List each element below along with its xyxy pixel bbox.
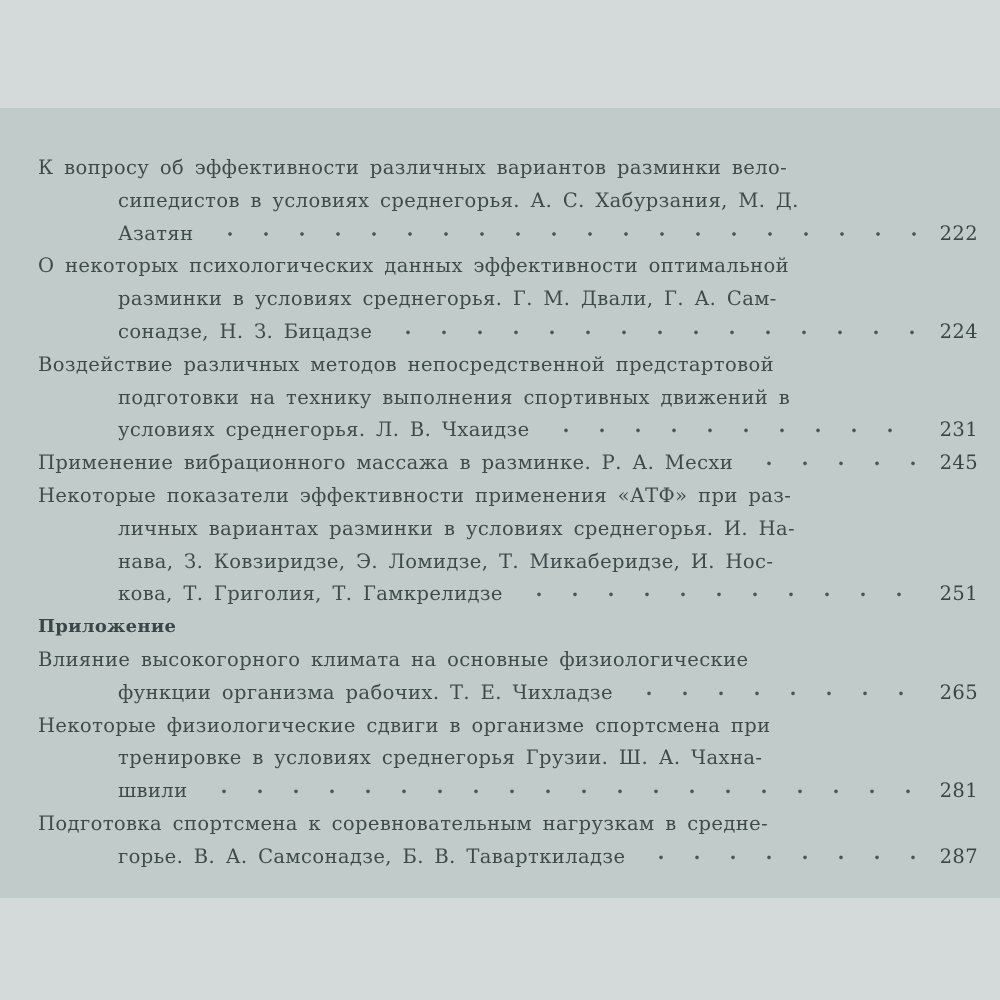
entry-title-line: Воздействие различных методов непосредственной предстартовой bbox=[38, 352, 775, 376]
entry-title-line: Подготовка спортсмена к соревновательным нагрузкам в средне- bbox=[38, 811, 769, 835]
section-heading: Приложение bbox=[38, 616, 177, 638]
entry-title-line: личных вариантах разминки в условиях среднегорья. И. На- bbox=[118, 516, 796, 540]
entry-last-line bbox=[38, 414, 978, 447]
entry-last-line bbox=[38, 316, 978, 349]
page-number: 224 bbox=[939, 319, 978, 343]
toc-entry bbox=[38, 447, 978, 480]
dot-leader bbox=[206, 775, 919, 808]
page-number: 287 bbox=[939, 844, 978, 868]
toc-entry bbox=[38, 644, 978, 710]
entry-last-line bbox=[38, 775, 978, 808]
dot-leader bbox=[521, 578, 918, 611]
entry-title-line: сипедистов в условиях среднегорья. А. С. Хабурзания, М. Д. bbox=[118, 188, 799, 212]
page-number: 231 bbox=[939, 418, 978, 442]
dot-leader bbox=[212, 218, 918, 251]
entry-title-line: Применение вибрационного массажа в разминке. Р. А. Месхи bbox=[38, 451, 734, 475]
book-page bbox=[0, 108, 1000, 898]
entry-title-line: Влияние высокогорного климата на основные физиологические bbox=[38, 647, 749, 671]
dot-leader bbox=[751, 447, 918, 480]
entry-last-line bbox=[38, 447, 978, 480]
toc-entry bbox=[38, 152, 978, 250]
entry-title-line: О некоторых психологических данных эффективности оптимальной bbox=[38, 254, 790, 278]
toc-entry bbox=[38, 808, 978, 874]
toc-entry bbox=[38, 250, 978, 348]
entry-last-line bbox=[38, 677, 978, 710]
entry-title-line: функции организма рабочих. Т. Е. Чихладзе bbox=[118, 680, 613, 704]
entry-title-line: кова, Т. Григолия, Т. Гамкрелидзе bbox=[118, 582, 503, 606]
entry-title-line: сонадзе, Н. З. Бицадзе bbox=[118, 319, 373, 343]
page-number: 251 bbox=[939, 582, 978, 606]
dot-leader bbox=[631, 677, 918, 710]
entry-title-line: подготовки на технику выполнения спортивных движений в bbox=[118, 385, 791, 409]
page-number: 245 bbox=[939, 451, 978, 475]
table-of-contents bbox=[38, 152, 978, 874]
entry-title-line: условиях среднегорья. Л. В. Чхаидзе bbox=[118, 418, 530, 442]
entry-title-line: нава, З. Ковзиридзе, Э. Ломидзе, Т. Микаберидзе, И. Нос- bbox=[118, 549, 774, 573]
entry-last-line bbox=[38, 578, 978, 611]
entry-title-line: Некоторые физиологические сдвиги в организме спортсмена при bbox=[38, 713, 771, 737]
dot-leader bbox=[548, 414, 918, 447]
page-number: 281 bbox=[939, 779, 978, 803]
page-number: 265 bbox=[939, 680, 978, 704]
toc-entry bbox=[38, 349, 978, 447]
toc-entry bbox=[38, 710, 978, 808]
entry-title-line: швили bbox=[118, 779, 188, 803]
entry-title-line: горье. В. А. Самсонадзе, Б. В. Таварткиладзе bbox=[118, 844, 626, 868]
dot-leader bbox=[390, 316, 918, 349]
entry-title-line: К вопросу об эффективности различных вариантов разминки вело- bbox=[38, 156, 788, 179]
entry-title-line: Некоторые показатели эффективности применения «АТФ» при раз- bbox=[38, 483, 792, 507]
entry-last-line bbox=[38, 218, 978, 251]
dot-leader bbox=[643, 841, 918, 874]
toc-entry bbox=[38, 480, 978, 611]
page-number: 222 bbox=[939, 221, 978, 245]
entry-last-line bbox=[38, 841, 978, 874]
entry-title-line: тренировке в условиях среднегорья Грузии. Ш. А. Чахна- bbox=[118, 746, 763, 770]
entry-title-line: Азатян bbox=[118, 221, 194, 245]
entry-title-line: разминки в условиях среднегорья. Г. М. Двали, Г. А. Сам- bbox=[118, 287, 777, 311]
